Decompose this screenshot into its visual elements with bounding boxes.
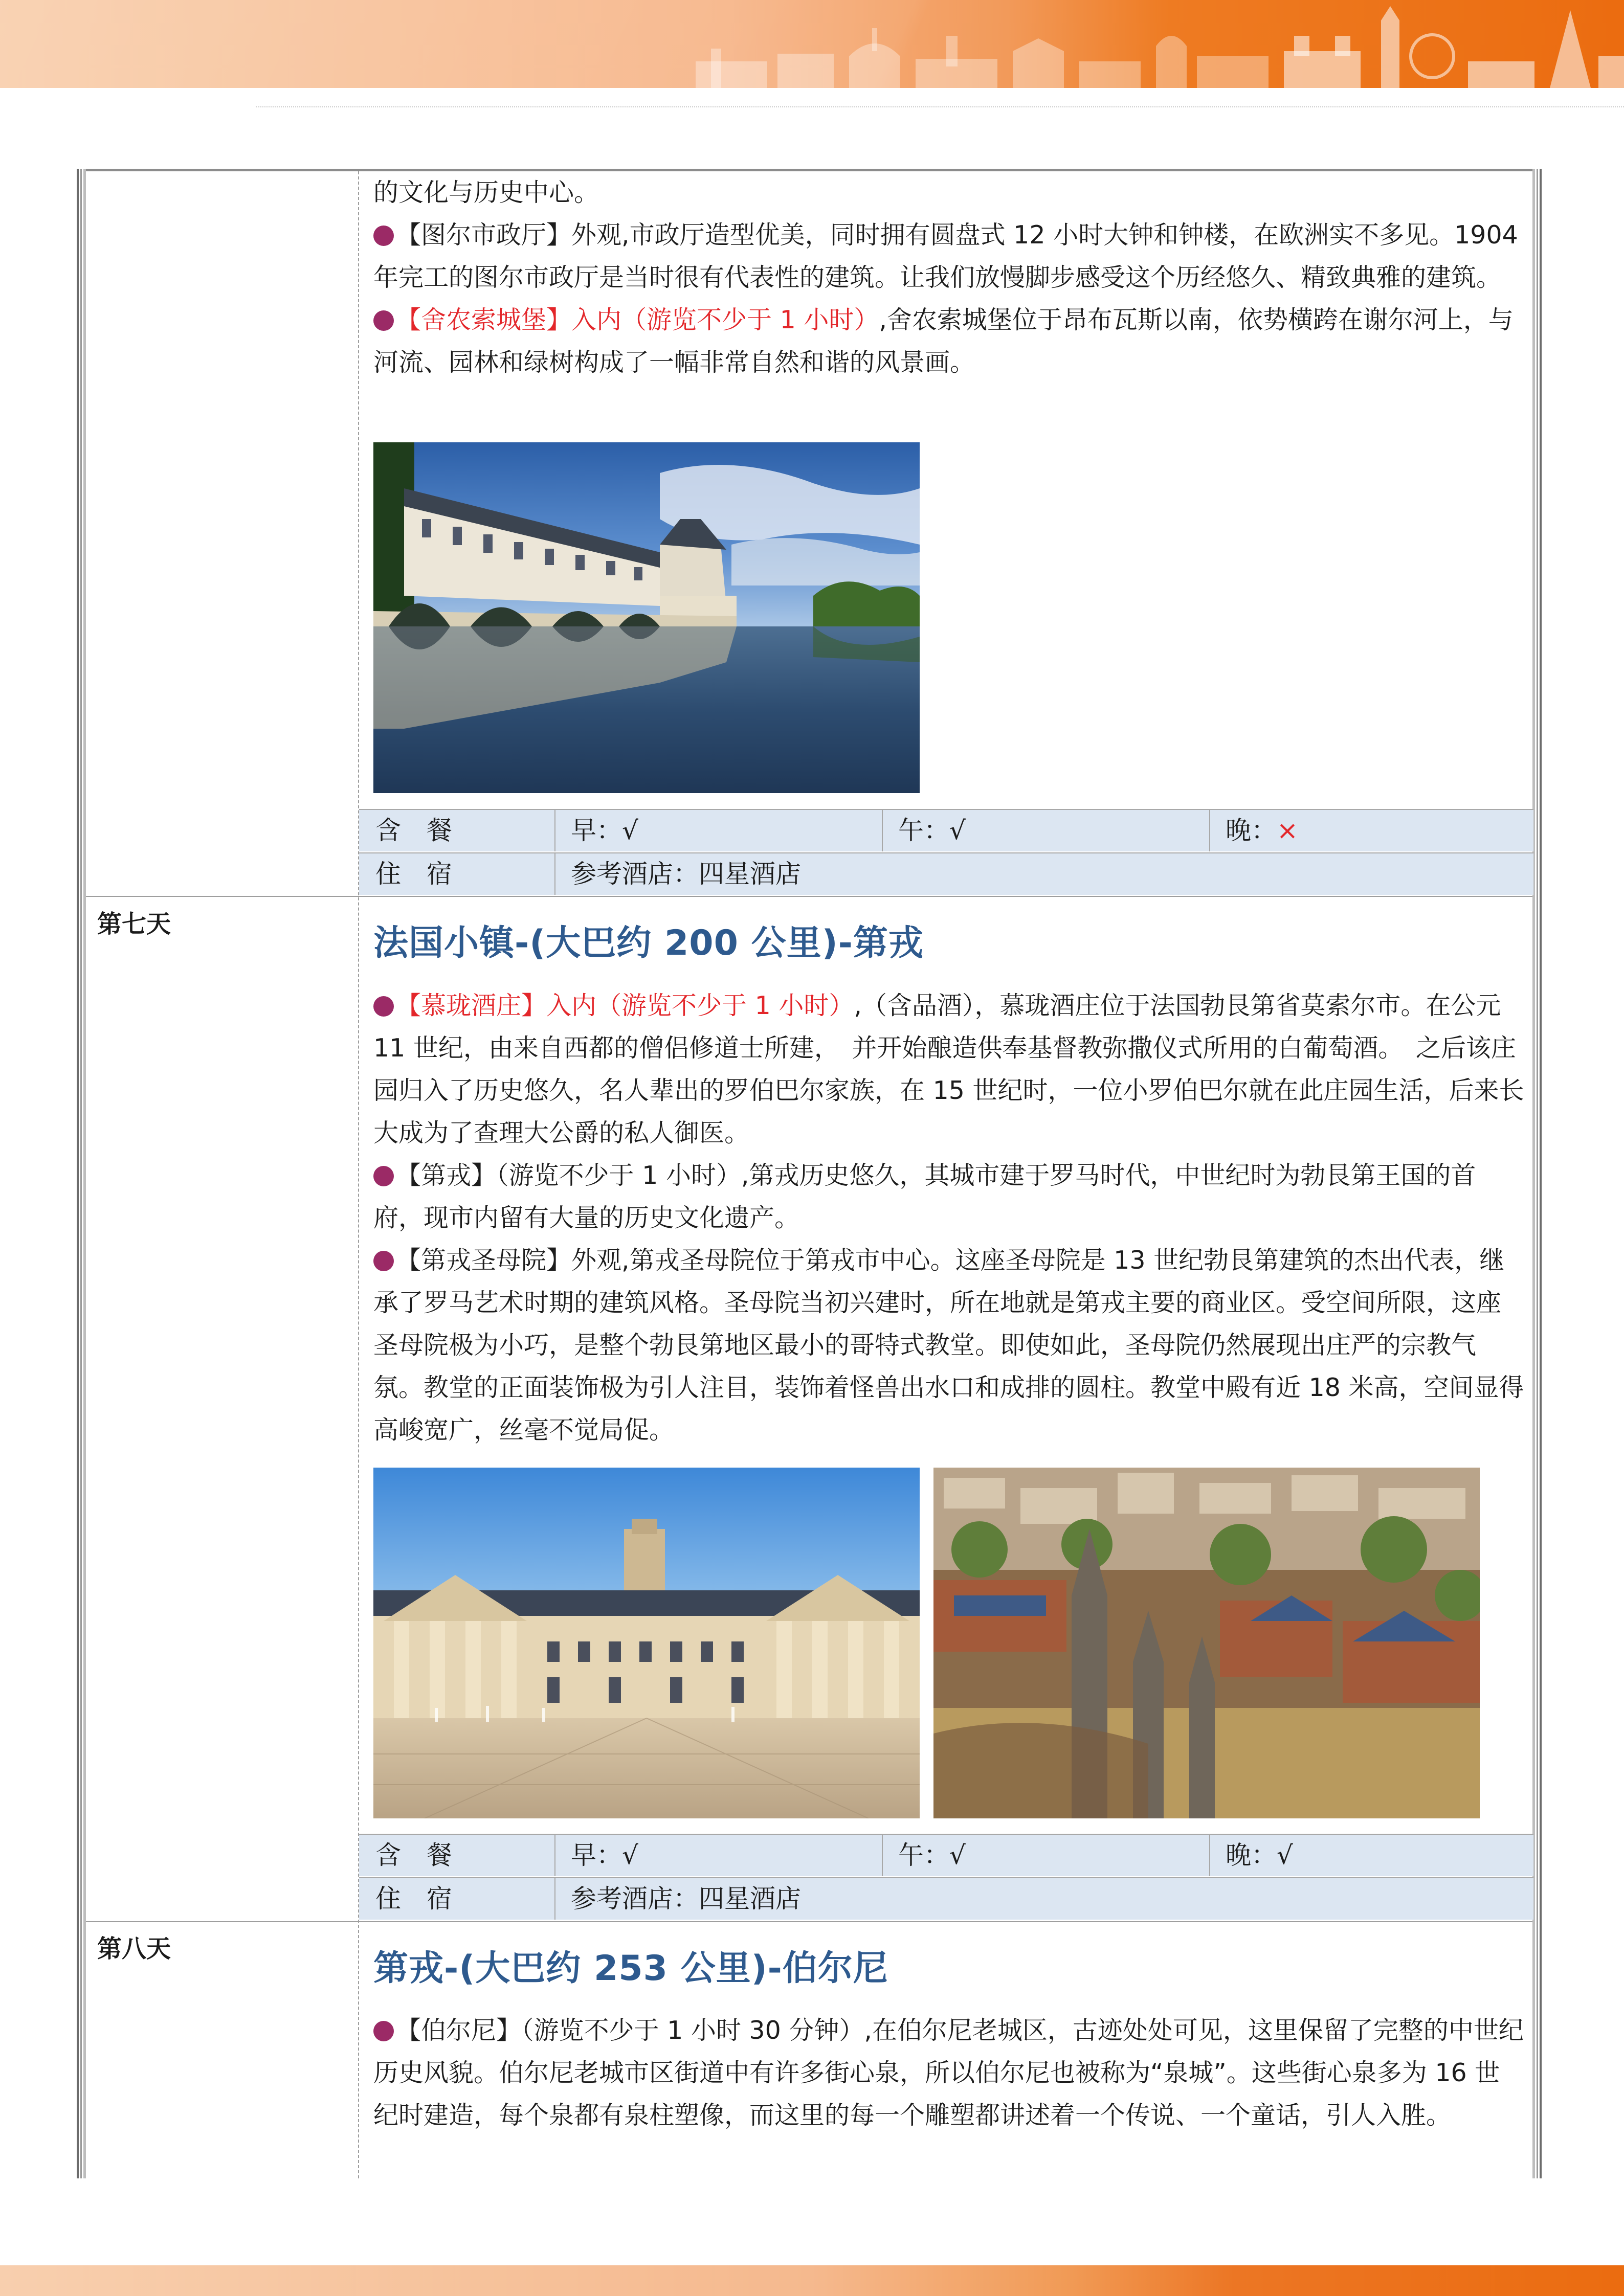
hotel-row xyxy=(359,852,1533,895)
meals-label: 含 餐 xyxy=(375,1840,452,1870)
day-route-title: 法国小镇-(大巴约 200 公里)-第戎 xyxy=(373,923,924,963)
bullet-icon xyxy=(373,1166,394,1186)
day-route-title: 第戎-(大巴约 253 公里)-伯尔尼 xyxy=(373,1948,888,1989)
attraction-name: 【伯尔尼】 xyxy=(396,2016,522,2045)
meals-row xyxy=(359,1834,1533,1876)
attraction-item xyxy=(373,1239,1524,1451)
meals-label: 含 餐 xyxy=(375,816,452,845)
attraction-description: （游览不少于 1 小时 30 分钟）,在伯尔尼老城区，古迹处处可见，这里保留了完整的中世纪历史风貌。伯尔尼老城市区街道中有许多街心泉，所以伯尔尼也被称为“泉城”。这些街心泉多为 16 世纪时建造，每个泉都有泉柱塑像，而这里的每一个雕塑都讲述着一个传说、一个童话，引人入胜。 xyxy=(373,2016,1524,2130)
visit-mode: 外观 xyxy=(571,220,622,250)
dijon-aerial-view-photo xyxy=(933,1468,1480,1818)
table-right-border xyxy=(1532,169,1542,2178)
footer-banner xyxy=(0,2265,1624,2296)
bullet-icon xyxy=(373,2021,394,2041)
cross-icon: × xyxy=(1277,816,1298,845)
bullet-icon xyxy=(373,996,394,1017)
visit-mode: 外观 xyxy=(571,1246,622,1275)
attraction-item xyxy=(373,214,1524,299)
table-left-border xyxy=(77,169,86,2178)
breakfast-info: 早：√ xyxy=(571,1840,638,1870)
day6-itinerary xyxy=(373,171,1524,384)
attraction-name: 【慕珑酒庄】 xyxy=(396,991,547,1020)
meals-row xyxy=(359,809,1533,851)
attraction-item xyxy=(373,984,1524,1154)
header-banner xyxy=(0,0,1624,88)
bullet-icon xyxy=(373,226,394,246)
attraction-item xyxy=(373,2009,1524,2136)
day8-itinerary xyxy=(373,2009,1524,2136)
attraction-description: ,市政厅造型优美，同时拥有圆盘式 12 小时大钟和钟楼，在欧洲实不多见。1904 年完工的图尔市政厅是当时很有代表性的建筑。让我们放慢脚步感受这个历经悠久、精致典雅的建筑。 xyxy=(373,220,1518,292)
lunch-info: 午：√ xyxy=(898,816,966,845)
attraction-name: 【第戎圣母院】 xyxy=(396,1246,572,1275)
day-row-separator xyxy=(86,896,1532,897)
attraction-name: 【舍农索城堡】 xyxy=(396,305,572,334)
attraction-description: ,舍农索城堡位于昂布瓦斯以南，依势横跨在谢尔河上，与河流、园林和绿树构成了一幅非常自然和谐的风景画。 xyxy=(373,305,1514,377)
day-row-separator xyxy=(86,1921,1532,1922)
attraction-description: ,（含品酒），慕珑酒庄位于法国勃艮第省莫索尔市。在公元 11 世纪，由来自西都的僧侣修道士所建， 并开始酿造供奉基督教弥撒仪式所用的白葡萄酒。 之后该庄园归入了历史悠久，名人辈出的罗伯巴尔家族，在 15 世纪时，一位小罗伯巴尔就在此庄园生活，后来长大成为了查理大公爵的私人御医。 xyxy=(373,991,1524,1147)
lunch-info: 午：√ xyxy=(898,1840,966,1870)
hotel-row xyxy=(359,1877,1533,1920)
bullet-icon xyxy=(373,1251,394,1271)
visit-mode: 入内（游览不少于 1 小时） xyxy=(546,991,854,1020)
hotel-label: 住 宿 xyxy=(375,859,452,889)
hotel-value: 参考酒店：四星酒店 xyxy=(571,859,801,889)
attraction-item xyxy=(373,1154,1524,1239)
dinner-info: 晚：√ xyxy=(1226,1840,1293,1870)
day-label: 第七天 xyxy=(97,910,171,938)
chenonceau-castle-photo xyxy=(373,442,920,793)
attraction-name: 【图尔市政厅】 xyxy=(396,220,572,250)
attraction-description: ,第戎圣母院位于第戎市中心。这座圣母院是 13 世纪勃艮第建筑的杰出代表，继承了罗马艺术时期的建筑风格。圣母院当初兴建时，所在地就是第戎主要的商业区。受空间所限，这座圣母院极为小巧，是整个勃艮第地区最小的哥特式教堂。即使如此，圣母院仍然展现出庄严的宗教气氛。教堂的正面装饰极为引人注目，装饰着怪兽出水口和成排的圆柱。教堂中殿有近 18 米高，空间显得高峻宽广，丝毫不觉局促。 xyxy=(373,1246,1524,1445)
hotel-label: 住 宿 xyxy=(375,1884,452,1914)
header-divider xyxy=(256,106,1624,107)
visit-mode: 入内（游览不少于 1 小时） xyxy=(571,305,879,334)
attraction-description: （游览不少于 1 小时）,第戎历史悠久，其城市建于罗马时代，中世纪时为勃艮第王国的首府，现市内留有大量的历史文化遗产。 xyxy=(373,1161,1476,1232)
hotel-value: 参考酒店：四星酒店 xyxy=(571,1884,801,1914)
day7-itinerary xyxy=(373,984,1524,1451)
dinner-info xyxy=(1209,810,1298,851)
dijon-ducal-palace-photo xyxy=(373,1468,920,1818)
bullet-icon xyxy=(373,310,394,331)
city-skyline-decoration xyxy=(680,0,1624,88)
attraction-item xyxy=(373,299,1524,384)
dinner-label: 晚： xyxy=(1226,816,1277,845)
day-label: 第八天 xyxy=(97,1934,171,1963)
breakfast-info: 早：√ xyxy=(571,816,638,845)
attraction-name: 【第戎】 xyxy=(396,1161,497,1190)
paragraph: 的文化与历史中心。 xyxy=(373,178,599,207)
